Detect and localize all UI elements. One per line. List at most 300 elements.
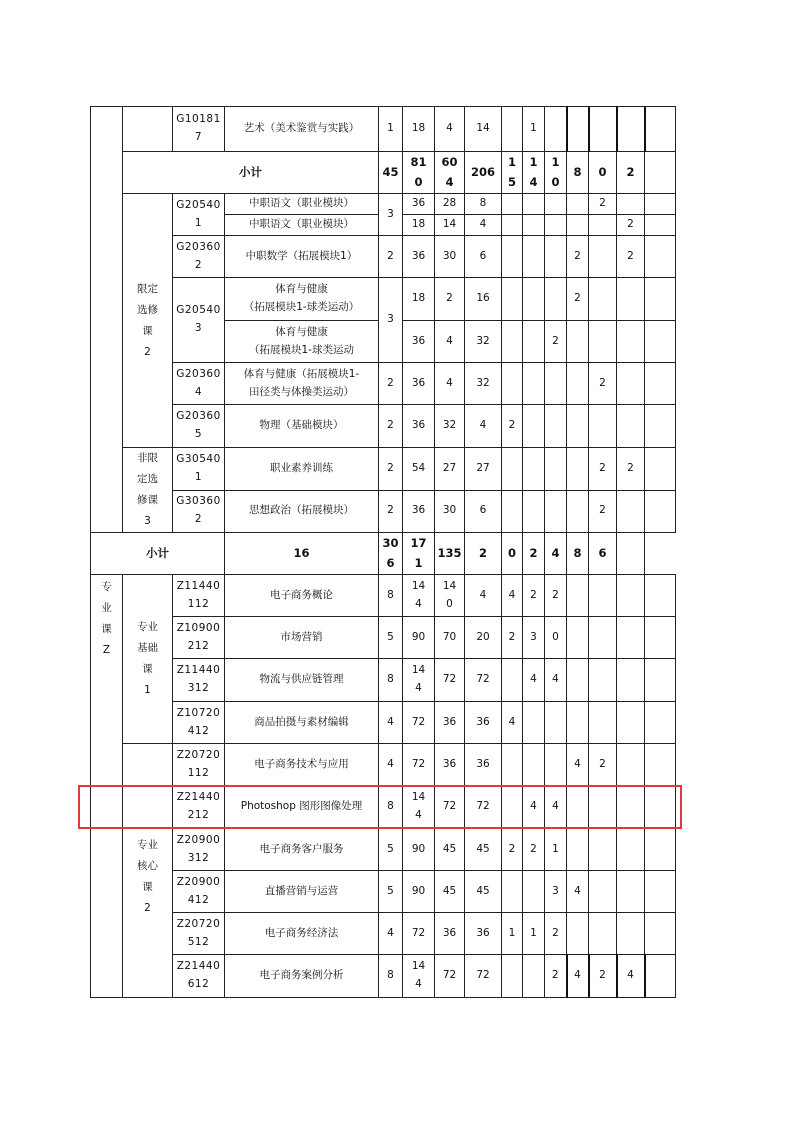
semester-5-cell <box>589 913 617 955</box>
practice-hours-cell: 135 <box>435 533 465 575</box>
hours-cell: 36 <box>403 405 435 448</box>
semester-4-cell <box>567 490 589 533</box>
semester-5-cell <box>589 278 617 321</box>
course-name: 体育与健康 （拓展模块1-球类运动） <box>225 278 379 321</box>
semester-4-cell: 4 <box>567 955 589 998</box>
table-row <box>91 448 676 491</box>
semester-3-cell <box>545 448 567 491</box>
semester-3-cell <box>545 215 567 236</box>
remark-cell <box>645 702 676 744</box>
semester-4-cell <box>567 786 589 829</box>
semester-1-cell <box>502 659 523 702</box>
course-code: Z21440 212 <box>173 786 225 829</box>
semester-6-cell: 4 <box>617 955 645 998</box>
semester-3-cell <box>545 405 567 448</box>
remark-cell <box>645 490 676 533</box>
credit-cell: 4 <box>379 913 403 955</box>
semester-6-cell <box>617 617 645 659</box>
semester-4-cell <box>567 575 589 617</box>
semester-3-cell <box>545 490 567 533</box>
semester-5-cell: 0 <box>589 152 617 194</box>
group-cell-empty <box>123 107 173 152</box>
semester-4-cell <box>567 363 589 405</box>
semester-6-cell <box>617 871 645 913</box>
theory-hours-cell: 30 <box>435 236 465 278</box>
semester-6-cell <box>617 107 645 152</box>
semester-5-cell <box>589 575 617 617</box>
hours-cell: 72 <box>403 744 435 786</box>
semester-2-cell: 1 4 <box>523 152 545 194</box>
curriculum-table <box>90 106 676 998</box>
semester-5-cell <box>589 659 617 702</box>
remark-cell <box>645 107 676 152</box>
semester-4-cell: 2 <box>567 236 589 278</box>
course-code: G20360 5 <box>173 405 225 448</box>
hours-cell: 36 <box>403 321 435 363</box>
credit-cell: 5 <box>379 617 403 659</box>
practice-hours-cell: 16 <box>465 278 502 321</box>
theory-hours-cell: 60 4 <box>435 152 465 194</box>
semester-1-cell: 2 <box>465 533 502 575</box>
course-code: G20540 1 <box>173 194 225 236</box>
credit-cell: 3 <box>379 194 403 236</box>
semester-2-cell <box>523 448 545 491</box>
credit-cell: 5 <box>379 829 403 871</box>
semester-5-cell: 2 <box>589 490 617 533</box>
theory-hours-cell: 72 <box>435 659 465 702</box>
semester-1-cell: 1 <box>502 913 523 955</box>
course-name: 电子商务技术与应用 <box>225 744 379 786</box>
hours-cell: 18 <box>403 107 435 152</box>
semester-3-cell <box>545 236 567 278</box>
category-label-professional: 专 业 课 Z <box>91 575 123 998</box>
remark-cell <box>645 448 676 491</box>
semester-4-cell <box>567 913 589 955</box>
category-cell-upper <box>91 107 123 533</box>
semester-4-cell <box>567 405 589 448</box>
course-name: 中职语文（职业模块） <box>225 194 379 215</box>
course-code: G20360 2 <box>173 236 225 278</box>
semester-1-cell: 2 <box>502 829 523 871</box>
table-row <box>91 702 676 744</box>
practice-hours-cell: 72 <box>465 659 502 702</box>
semester-2-cell: 3 <box>523 617 545 659</box>
semester-1-cell: 4 <box>502 575 523 617</box>
course-name: 物理（基础模块） <box>225 405 379 448</box>
practice-hours-cell: 36 <box>465 744 502 786</box>
course-name: 体育与健康（拓展模块1- 田径类与体操类运动） <box>225 363 379 405</box>
credit-cell: 2 <box>379 448 403 491</box>
semester-2-cell <box>523 702 545 744</box>
course-code: Z21440 612 <box>173 955 225 998</box>
group-label-restricted-elective: 限定 选修 课 2 <box>123 194 173 448</box>
practice-hours-cell: 32 <box>465 363 502 405</box>
practice-hours-cell: 6 <box>465 236 502 278</box>
table-row <box>91 913 676 955</box>
credit-cell: 8 <box>379 955 403 998</box>
semester-2-cell <box>523 215 545 236</box>
remark-cell <box>645 152 676 194</box>
semester-4-cell: 4 <box>567 871 589 913</box>
semester-2-cell <box>523 278 545 321</box>
hours-cell: 18 <box>403 215 435 236</box>
semester-3-cell <box>545 194 567 215</box>
course-name: 思想政治（拓展模块） <box>225 490 379 533</box>
group-label-professional-core: 专业 核心 课 2 <box>123 744 173 998</box>
semester-4-cell <box>567 107 589 152</box>
semester-5-cell <box>589 871 617 913</box>
semester-2-cell <box>523 405 545 448</box>
practice-hours-cell: 6 <box>465 490 502 533</box>
remark-cell <box>645 363 676 405</box>
semester-4-cell <box>567 448 589 491</box>
semester-6-cell: 6 <box>589 533 617 575</box>
subtotal-label: 小计 <box>91 533 225 575</box>
credit-cell: 2 <box>379 490 403 533</box>
theory-hours-cell: 45 <box>435 829 465 871</box>
credit-cell: 8 <box>379 659 403 702</box>
semester-3-cell: 2 <box>545 913 567 955</box>
semester-6-cell <box>617 829 645 871</box>
semester-3-cell: 0 <box>545 617 567 659</box>
credit-cell: 4 <box>379 702 403 744</box>
course-code: Z20720 512 <box>173 913 225 955</box>
remark-cell <box>645 215 676 236</box>
practice-hours-cell: 27 <box>465 448 502 491</box>
table-row <box>91 236 676 278</box>
hours-cell: 81 0 <box>403 152 435 194</box>
theory-hours-cell: 72 <box>435 786 465 829</box>
semester-2-cell: 0 <box>502 533 523 575</box>
remark-cell <box>645 955 676 998</box>
semester-3-cell <box>545 744 567 786</box>
remark-cell <box>617 533 645 575</box>
semester-3-cell: 1 <box>545 829 567 871</box>
course-name: 中职数学（拓展模块1） <box>225 236 379 278</box>
remark-cell <box>645 194 676 215</box>
credit-cell: 2 <box>379 363 403 405</box>
practice-hours-cell: 36 <box>465 702 502 744</box>
practice-hours-cell: 20 <box>465 617 502 659</box>
semester-5-cell <box>589 236 617 278</box>
semester-1-cell <box>502 278 523 321</box>
course-name: 直播营销与运营 <box>225 871 379 913</box>
semester-5-cell <box>589 702 617 744</box>
semester-3-cell: 1 0 <box>545 152 567 194</box>
remark-cell <box>645 659 676 702</box>
remark-cell <box>645 236 676 278</box>
hours-cell: 30 6 <box>379 533 403 575</box>
theory-hours-cell: 4 <box>435 107 465 152</box>
semester-4-cell: 8 <box>567 152 589 194</box>
credit-cell: 5 <box>379 871 403 913</box>
table-row <box>91 194 676 215</box>
semester-5-cell: 2 <box>589 744 617 786</box>
semester-2-cell <box>523 363 545 405</box>
semester-2-cell: 1 <box>523 107 545 152</box>
table-row-highlighted <box>91 786 676 829</box>
semester-5-cell: 2 <box>589 448 617 491</box>
semester-1-cell <box>502 215 523 236</box>
credit-cell: 8 <box>379 786 403 829</box>
theory-hours-cell: 32 <box>435 405 465 448</box>
semester-5-cell: 2 <box>589 955 617 998</box>
semester-6-cell <box>617 363 645 405</box>
course-code: Z20720 112 <box>173 744 225 786</box>
table-row <box>91 829 676 871</box>
course-code: Z10900 212 <box>173 617 225 659</box>
course-name: Photoshop 图形图像处理 <box>225 786 379 829</box>
semester-6-cell <box>617 702 645 744</box>
hours-cell: 72 <box>403 913 435 955</box>
practice-hours-cell: 32 <box>465 321 502 363</box>
semester-2-cell: 2 <box>523 829 545 871</box>
hours-cell: 72 <box>403 702 435 744</box>
theory-hours-cell: 45 <box>435 871 465 913</box>
semester-6-cell: 2 <box>617 236 645 278</box>
course-name: 市场营销 <box>225 617 379 659</box>
hours-cell: 36 <box>403 490 435 533</box>
course-name: 中职语文（职业模块） <box>225 215 379 236</box>
remark-cell <box>645 575 676 617</box>
theory-hours-cell: 27 <box>435 448 465 491</box>
course-code: G30540 1 <box>173 448 225 491</box>
semester-2-cell: 1 <box>523 913 545 955</box>
semester-6-cell: 2 <box>617 448 645 491</box>
practice-hours-cell: 4 <box>465 575 502 617</box>
table-row <box>91 107 676 152</box>
course-name: 电子商务概论 <box>225 575 379 617</box>
semester-1-cell <box>502 194 523 215</box>
practice-hours-cell: 45 <box>465 829 502 871</box>
practice-hours-cell: 4 <box>465 215 502 236</box>
semester-5-cell <box>589 786 617 829</box>
semester-1-cell: 2 <box>502 405 523 448</box>
subtotal-row <box>91 152 676 194</box>
course-code: G10181 7 <box>173 107 225 152</box>
semester-1-cell <box>502 871 523 913</box>
semester-1-cell: 2 <box>502 617 523 659</box>
semester-1-cell: 1 5 <box>502 152 523 194</box>
theory-hours-cell: 17 1 <box>403 533 435 575</box>
semester-3-cell <box>545 278 567 321</box>
hours-cell: 36 <box>403 236 435 278</box>
theory-hours-cell: 14 0 <box>435 575 465 617</box>
course-code: G30360 2 <box>173 490 225 533</box>
semester-6-cell <box>617 490 645 533</box>
semester-6-cell: 2 <box>617 152 645 194</box>
course-code: G20540 3 <box>173 278 225 363</box>
semester-4-cell <box>567 194 589 215</box>
credit-cell: 3 <box>379 278 403 363</box>
semester-5-cell: 8 <box>567 533 589 575</box>
group-label-professional-basic: 专业 基础 课 1 <box>123 575 173 744</box>
course-code: G20360 4 <box>173 363 225 405</box>
semester-4-cell <box>567 321 589 363</box>
hours-cell: 14 4 <box>403 575 435 617</box>
semester-5-cell <box>589 829 617 871</box>
semester-4-cell <box>567 215 589 236</box>
remark-cell <box>645 405 676 448</box>
theory-hours-cell: 36 <box>435 913 465 955</box>
remark-cell <box>645 913 676 955</box>
theory-hours-cell: 28 <box>435 194 465 215</box>
semester-1-cell <box>502 955 523 998</box>
semester-2-cell: 2 <box>523 575 545 617</box>
semester-6-cell <box>617 744 645 786</box>
course-name: 商品拍摄与素材编辑 <box>225 702 379 744</box>
practice-hours-cell: 36 <box>465 913 502 955</box>
semester-4-cell <box>567 829 589 871</box>
hours-cell: 54 <box>403 448 435 491</box>
semester-2-cell: 4 <box>523 786 545 829</box>
course-code: Z20900 312 <box>173 829 225 871</box>
semester-2-cell <box>523 194 545 215</box>
semester-2-cell <box>523 955 545 998</box>
practice-hours-cell: 72 <box>465 786 502 829</box>
theory-hours-cell: 4 <box>435 363 465 405</box>
practice-hours-cell: 14 <box>465 107 502 152</box>
table-row <box>91 744 676 786</box>
semester-1-cell <box>502 236 523 278</box>
credit-cell: 2 <box>379 236 403 278</box>
table-row <box>91 363 676 405</box>
semester-4-cell: 4 <box>545 533 567 575</box>
semester-6-cell <box>617 321 645 363</box>
semester-5-cell <box>589 215 617 236</box>
semester-2-cell <box>523 321 545 363</box>
table-row <box>91 617 676 659</box>
practice-hours-cell: 72 <box>465 955 502 998</box>
course-code: Z11440 112 <box>173 575 225 617</box>
semester-3-cell <box>545 363 567 405</box>
subtotal-label: 小计 <box>123 152 379 194</box>
table-row <box>91 278 676 321</box>
semester-1-cell <box>502 448 523 491</box>
table-row <box>91 955 676 998</box>
course-name: 电子商务经济法 <box>225 913 379 955</box>
semester-1-cell <box>502 490 523 533</box>
semester-3-cell <box>545 702 567 744</box>
semester-6-cell <box>617 786 645 829</box>
hours-cell: 14 4 <box>403 786 435 829</box>
remark-cell <box>645 829 676 871</box>
theory-hours-cell: 14 <box>435 215 465 236</box>
practice-hours-cell: 45 <box>465 871 502 913</box>
semester-6-cell <box>617 913 645 955</box>
remark-cell <box>645 786 676 829</box>
semester-3-cell: 4 <box>545 786 567 829</box>
semester-1-cell <box>502 321 523 363</box>
course-name: 艺术（美术鉴赏与实践） <box>225 107 379 152</box>
practice-hours-cell: 206 <box>465 152 502 194</box>
hours-cell: 90 <box>403 871 435 913</box>
semester-4-cell: 2 <box>567 278 589 321</box>
course-name: 职业素养训练 <box>225 448 379 491</box>
credit-cell: 8 <box>379 575 403 617</box>
table-row <box>91 575 676 617</box>
credit-cell: 1 <box>379 107 403 152</box>
remark-cell <box>645 871 676 913</box>
semester-4-cell <box>567 702 589 744</box>
semester-1-cell: 4 <box>502 702 523 744</box>
semester-6-cell <box>617 575 645 617</box>
course-name: 电子商务案例分析 <box>225 955 379 998</box>
semester-5-cell: 2 <box>589 363 617 405</box>
theory-hours-cell: 36 <box>435 744 465 786</box>
semester-1-cell <box>502 363 523 405</box>
theory-hours-cell: 36 <box>435 702 465 744</box>
hours-cell: 36 <box>403 363 435 405</box>
hours-cell: 18 <box>403 278 435 321</box>
semester-3-cell: 2 <box>523 533 545 575</box>
semester-1-cell <box>502 786 523 829</box>
semester-6-cell <box>617 278 645 321</box>
credit-cell: 45 <box>379 152 403 194</box>
theory-hours-cell: 4 <box>435 321 465 363</box>
course-code: Z20900 412 <box>173 871 225 913</box>
semester-5-cell <box>589 321 617 363</box>
hours-cell: 14 4 <box>403 955 435 998</box>
practice-hours-cell: 8 <box>465 194 502 215</box>
theory-hours-cell: 70 <box>435 617 465 659</box>
semester-5-cell <box>589 107 617 152</box>
practice-hours-cell: 4 <box>465 405 502 448</box>
table-row <box>91 659 676 702</box>
group-label-non-restricted-elective: 非限 定选 修课 3 <box>123 448 173 533</box>
course-name: 体育与健康 （拓展模块1-球类运动 <box>225 321 379 363</box>
semester-5-cell: 2 <box>589 194 617 215</box>
semester-2-cell <box>523 236 545 278</box>
theory-hours-cell: 2 <box>435 278 465 321</box>
semester-3-cell: 3 <box>545 871 567 913</box>
table-row <box>91 490 676 533</box>
credit-cell: 16 <box>225 533 379 575</box>
credit-cell: 2 <box>379 405 403 448</box>
credit-cell: 4 <box>379 744 403 786</box>
course-name: 电子商务客户服务 <box>225 829 379 871</box>
semester-2-cell <box>523 490 545 533</box>
hours-cell: 90 <box>403 829 435 871</box>
hours-cell: 90 <box>403 617 435 659</box>
semester-1-cell <box>502 744 523 786</box>
table-row <box>91 405 676 448</box>
semester-6-cell <box>617 659 645 702</box>
hours-cell: 14 4 <box>403 659 435 702</box>
course-name: 物流与供应链管理 <box>225 659 379 702</box>
subtotal-row <box>91 533 676 575</box>
semester-5-cell <box>589 405 617 448</box>
semester-3-cell: 2 <box>545 955 567 998</box>
semester-3-cell: 4 <box>545 659 567 702</box>
semester-4-cell <box>567 617 589 659</box>
table-row <box>91 871 676 913</box>
semester-6-cell <box>617 405 645 448</box>
semester-4-cell: 4 <box>567 744 589 786</box>
semester-1-cell <box>502 107 523 152</box>
hours-cell: 36 <box>403 194 435 215</box>
course-code: Z10720 412 <box>173 702 225 744</box>
semester-2-cell <box>523 744 545 786</box>
semester-3-cell: 2 <box>545 575 567 617</box>
semester-5-cell <box>589 617 617 659</box>
course-code: Z11440 312 <box>173 659 225 702</box>
semester-3-cell: 2 <box>545 321 567 363</box>
remark-cell <box>645 617 676 659</box>
semester-6-cell: 2 <box>617 215 645 236</box>
theory-hours-cell: 30 <box>435 490 465 533</box>
semester-4-cell <box>567 659 589 702</box>
